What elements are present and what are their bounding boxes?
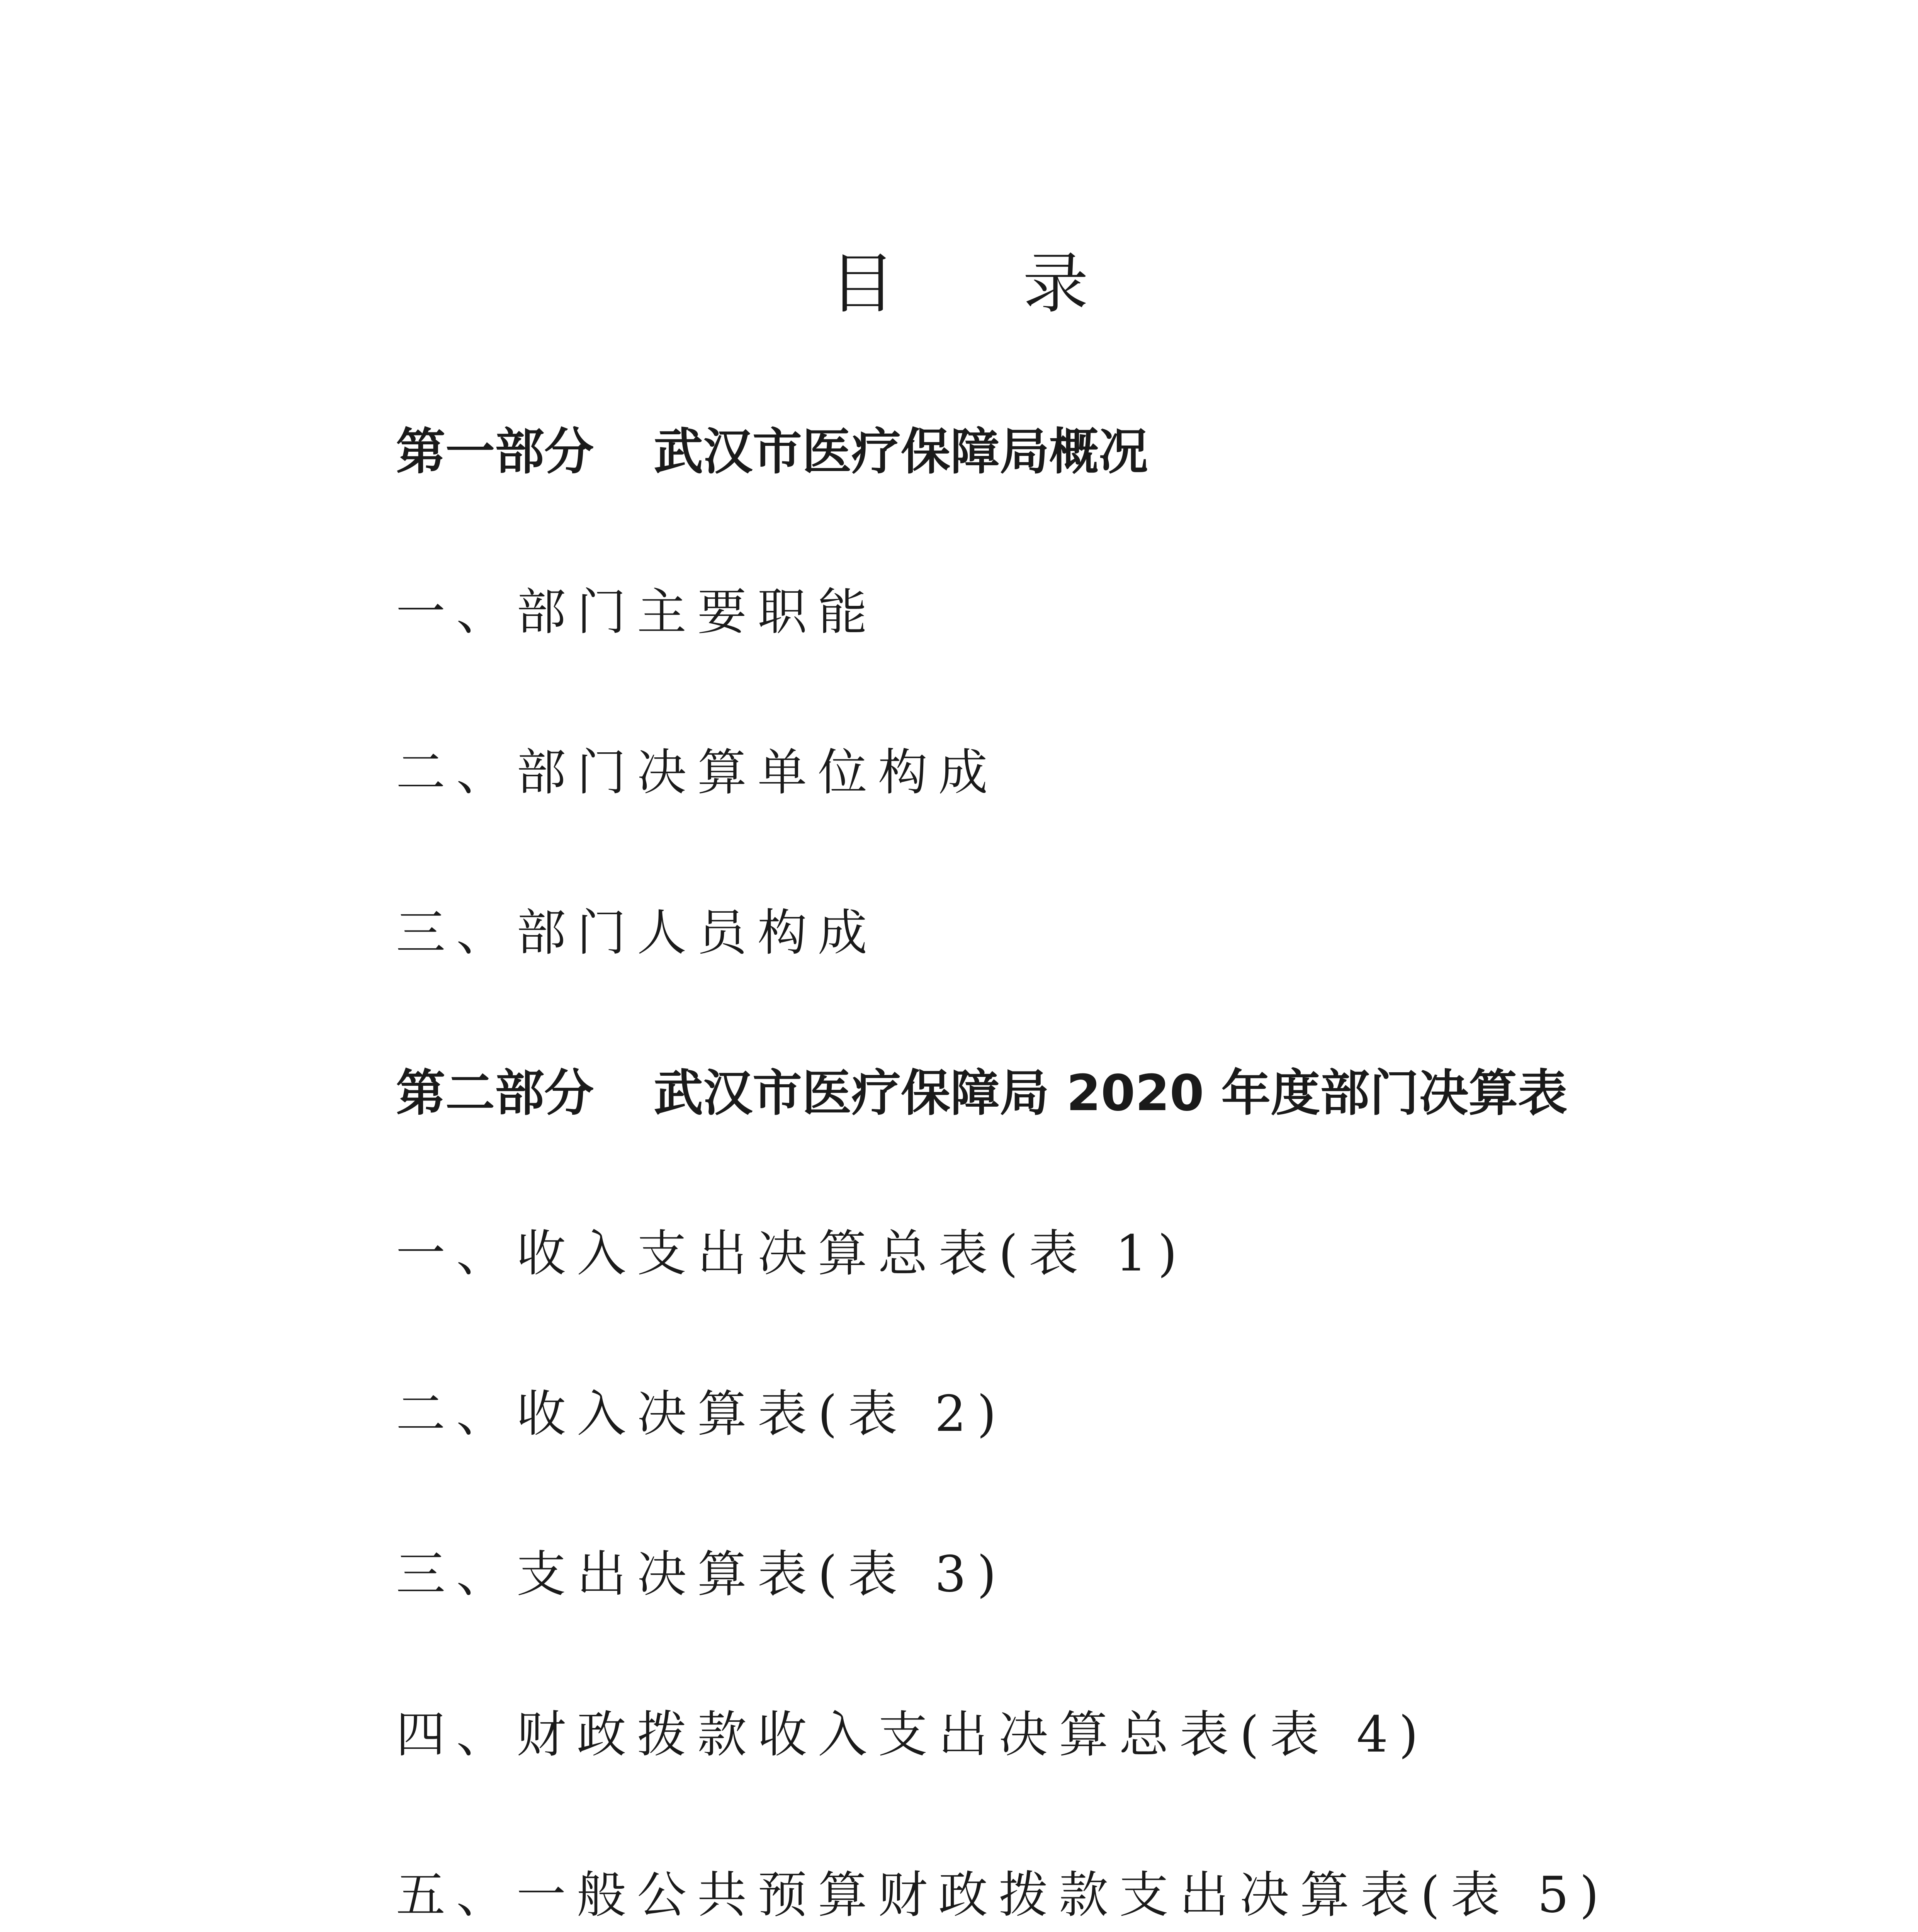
toc-item-2-4: 四、财政拨款收入支出决算总表(表 4) [396, 1706, 1429, 1764]
toc-item-2-5: 五、一般公共预算财政拨款支出决算表(表 5) [396, 1866, 1610, 1924]
toc-title [0, 240, 1918, 328]
part2-title: 武汉市医疗保障局 2020 年度部门决算表 [654, 1065, 1568, 1122]
toc-item-2-3: 三、支出决算表(表 3) [396, 1546, 1007, 1603]
part1-label: 第一部分 [396, 423, 594, 481]
part1-heading [396, 417, 1148, 487]
part1-title: 武汉市医疗保障局概况 [654, 423, 1148, 481]
toc-item-1-1: 一、部门主要职能 [396, 583, 878, 641]
toc-title-char-1: 目 [829, 246, 895, 322]
toc-item-2-1: 一、收入支出决算总表(表 1) [396, 1225, 1188, 1282]
part2-label: 第二部分 [396, 1065, 594, 1122]
toc-item-1-2: 二、部门决算单位构成 [396, 744, 999, 801]
toc-item-1-3: 三、部门人员构成 [396, 904, 878, 962]
part2-heading [396, 1059, 1567, 1128]
toc-item-2-2: 二、收入决算表(表 2) [396, 1385, 1007, 1443]
toc-title-char-2: 录 [1023, 246, 1089, 322]
